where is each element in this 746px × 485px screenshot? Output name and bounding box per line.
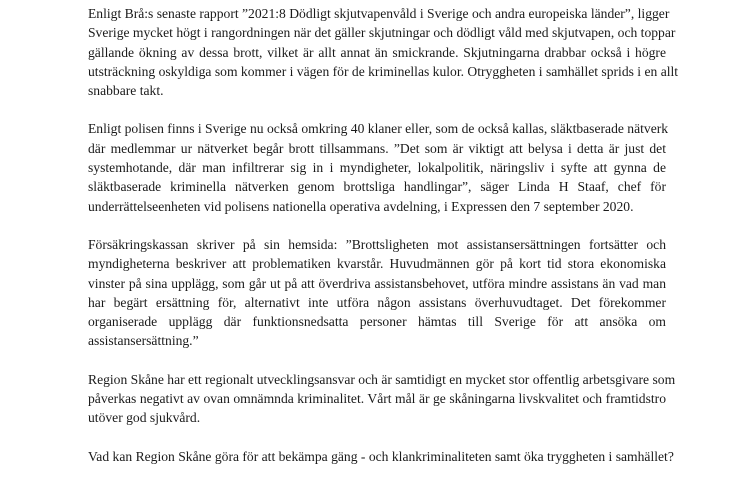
cropped-top-line <box>88 0 666 2</box>
text-line: utöver god sjukvård. <box>88 410 201 426</box>
text-line: snabbare takt. <box>88 83 164 99</box>
text-line: har begärt ersättning för, alternativt inte utföra någon assistans överhuvudtaget. Det förekommer <box>88 294 666 310</box>
text-line: assistansersättning.” <box>88 333 199 349</box>
paragraph-police-clans <box>88 119 669 215</box>
text-line: Enligt Brå:s senaste rapport ”2021:8 Dödligt skjutvapenvåld i Sverige och andra europeiska länder”, ligger <box>88 6 670 21</box>
text-line: påverkas negativt av ovan omnämnda kriminalitet. Vårt mål är ge skåningarna livskvalitet och framtidstro <box>88 391 666 407</box>
text-line: där medlemmar ur nätverket begår brott tillsammans. ”Det som är viktigt att belysa i detta är just det <box>88 140 666 156</box>
text-line: Försäkringskassan skriver på sin hemsida: ”Brottsligheten mot assistansersättningen fortsätter och <box>88 236 666 252</box>
cropped-top-line-text <box>88 0 666 1</box>
text-line: underrättelseenheten vid polisens nationella operativa avdelning, i Expressen den 7 september 2020. <box>88 198 634 214</box>
text-line: myndigheterna beskriver att problematiken kvarstår. Huvudmännen gör på kort tid stora ekonomiska <box>88 256 666 272</box>
paragraph-question <box>88 447 674 466</box>
text-line: Enligt polisen finns i Sverige nu också omkring 40 klaner eller, som de också kallas, släktbaserade nätverk <box>88 121 669 137</box>
text-line: Vad kan Region Skåne göra för att bekämpa gäng - och klankriminaliteten samt öka tryggheten i samhället? <box>88 448 674 464</box>
text-line: vinster på sina upplägg, som går ut på att överdriva assistansbehovet, utföra mindre assistans än vad man <box>88 275 666 291</box>
text-line: organiserade upplägg där funktionsnedsatta personer hämtas till Sverige för att ansöka om <box>88 314 666 330</box>
paragraph-forsakringskassan <box>88 235 666 351</box>
text-line: Region Skåne har ett regionalt utvecklingsansvar och är samtidigt en mycket stor offentlig arbetsgivare som <box>88 371 676 387</box>
text-line: utsträckning oskyldiga som kommer i vägen för de kriminellas kulor. Otryggheten i samhället sprids i en allt <box>88 63 679 79</box>
text-line: gällande ökning av dessa brott, vilket är allt annat än smickrande. Skjutningarna drabbar också i högre <box>88 44 666 60</box>
document-page <box>88 0 679 485</box>
text-line: systemhotande, där man infiltrerar sig in i myndigheter, lokalpolitik, näringsliv i syfte att gynna de <box>88 160 666 176</box>
text-line: släktbaserade kriminella nätverken genom brottsliga handlingar”, säger Linda H Staaf, chef för <box>88 179 666 195</box>
text-line: Sverige mycket högt i rangordningen när det gäller skjutningar och dödligt våld med skjutvapen, och toppar <box>88 25 676 41</box>
paragraph-bra-report <box>88 4 679 100</box>
